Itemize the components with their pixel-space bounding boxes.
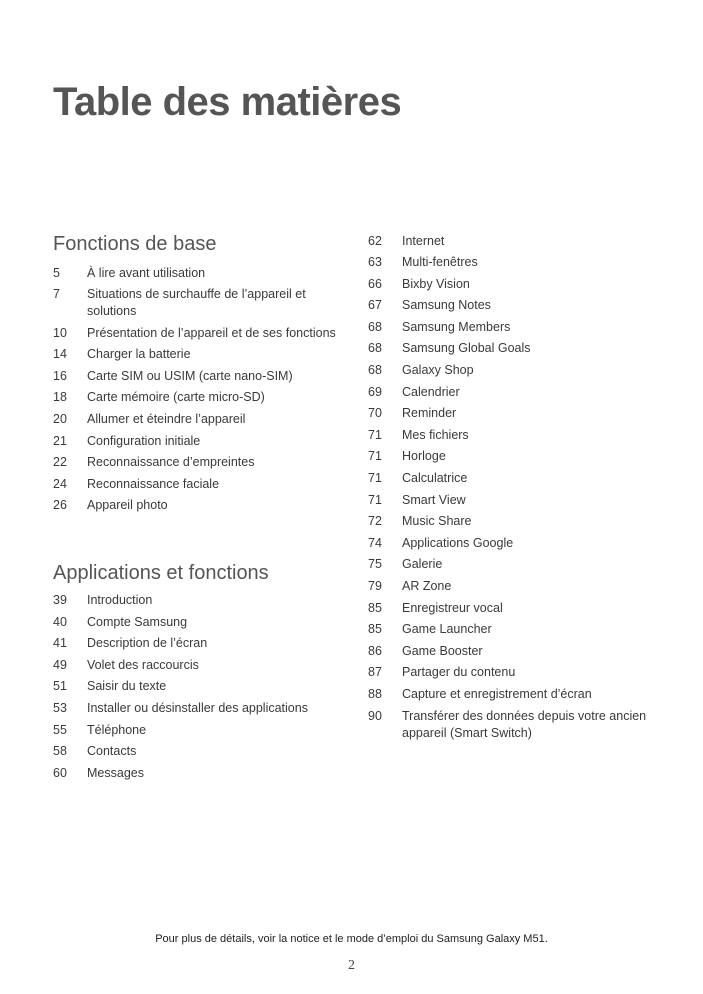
toc-entry[interactable]	[368, 578, 658, 595]
toc-entry-title: AR Zone	[402, 579, 452, 593]
toc-entry-title: Game Launcher	[402, 622, 492, 637]
section-heading-fonctions-de-base: Fonctions de base	[53, 233, 217, 255]
toc-entry-title: Reconnaissance faciale	[87, 476, 220, 491]
toc-page-number: 85	[368, 622, 382, 637]
toc-page-number: 72	[368, 514, 382, 529]
toc-page-number: 53	[53, 700, 67, 715]
toc-entry-title: Bixby Vision	[402, 276, 470, 291]
toc-entry[interactable]	[368, 513, 658, 530]
toc-entry[interactable]	[53, 497, 343, 514]
toc-page-number: 79	[368, 579, 382, 593]
toc-entry[interactable]	[368, 470, 658, 487]
toc-entry[interactable]	[53, 722, 343, 739]
toc-entry-title: Music Share	[402, 514, 472, 529]
toc-page-number: 70	[368, 406, 382, 421]
toc-entry-title: Internet	[402, 233, 445, 248]
toc-page-number: 62	[368, 233, 382, 248]
toc-page-number: 40	[53, 614, 67, 629]
toc-entry[interactable]	[368, 319, 658, 336]
toc-list-applications-et-fonctions	[53, 592, 343, 782]
toc-entry[interactable]	[53, 325, 343, 342]
toc-entry[interactable]	[53, 411, 343, 428]
toc-entry[interactable]	[368, 233, 658, 250]
toc-page-number: 39	[53, 593, 67, 607]
toc-entry-title: Galerie	[402, 557, 443, 572]
toc-page-number: 74	[368, 535, 382, 550]
toc-entry-title: Horloge	[402, 449, 446, 464]
toc-entry[interactable]	[368, 664, 658, 681]
toc-entry[interactable]	[53, 389, 343, 406]
toc-page-number: 49	[53, 657, 67, 672]
toc-entry-title: Calculatrice	[402, 471, 468, 486]
toc-page-number: 58	[53, 744, 67, 759]
toc-page-number: 67	[368, 298, 382, 313]
toc-entry-title: Appareil photo	[87, 498, 168, 513]
toc-entry-title: Présentation de l’appareil et de ses fonctions	[87, 325, 336, 340]
toc-entry[interactable]	[368, 405, 658, 422]
toc-entry[interactable]	[368, 708, 658, 742]
toc-entry-title: Messages	[87, 765, 144, 780]
toc-entry-title: Reconnaissance d’empreintes	[87, 455, 255, 470]
toc-page-number: 66	[368, 276, 382, 291]
toc-entry-title: À lire avant utilisation	[87, 265, 206, 280]
toc-page-number: 51	[53, 679, 67, 694]
toc-entry-title: Galaxy Shop	[402, 363, 474, 378]
toc-page-number: 68	[368, 319, 382, 334]
toc-page-number: 5	[53, 265, 60, 280]
toc-page-number: 69	[368, 384, 382, 399]
toc-page-number: 24	[53, 476, 67, 491]
toc-entry-title: Samsung Global Goals	[402, 341, 531, 356]
toc-entry[interactable]	[368, 276, 658, 293]
toc-entry[interactable]	[368, 340, 658, 357]
toc-page-number: 71	[368, 427, 382, 442]
toc-entry[interactable]	[53, 657, 343, 674]
page-number: 2	[348, 958, 355, 973]
toc-entry-title: Carte mémoire (carte micro-SD)	[87, 390, 265, 405]
toc-page-number: 55	[53, 722, 67, 737]
toc-entry-title: Allumer et éteindre l’appareil	[87, 412, 246, 427]
toc-page-number: 16	[53, 368, 67, 383]
toc-page-number: 68	[368, 341, 382, 356]
toc-page-number: 7	[53, 287, 60, 302]
toc-page-number: 90	[368, 708, 382, 723]
toc-page-number: 60	[53, 765, 67, 780]
toc-entry[interactable]	[53, 286, 343, 320]
toc-page-number: 86	[368, 643, 382, 658]
toc-entry[interactable]	[368, 492, 658, 509]
toc-page-number: 88	[368, 686, 382, 701]
toc-page-number: 75	[368, 557, 382, 572]
section-heading-applications-et-fonctions: Applications et fonctions	[53, 562, 269, 584]
toc-page-number: 41	[53, 636, 67, 651]
toc-entry-title: Capture et enregistrement d’écran	[402, 686, 592, 701]
toc-entry[interactable]	[53, 476, 343, 493]
toc-entry-title: Compte Samsung	[87, 614, 188, 629]
toc-list-right-column	[368, 233, 658, 742]
toc-entry[interactable]	[368, 686, 658, 703]
toc-entry[interactable]	[368, 427, 658, 444]
toc-page-number: 63	[368, 255, 382, 270]
toc-entry-title: Partager du contenu	[402, 665, 516, 680]
toc-entry[interactable]	[368, 448, 658, 465]
toc-entry-title: Smart View	[402, 492, 466, 507]
toc-entry-title: Samsung Notes	[402, 298, 491, 313]
toc-entry[interactable]	[53, 743, 343, 760]
toc-entry[interactable]	[53, 433, 343, 450]
toc-entry-title: Reminder	[402, 406, 457, 421]
toc-page-number: 87	[368, 665, 382, 680]
toc-entry-title: Charger la batterie	[87, 347, 191, 362]
toc-entry-title: Saisir du texte	[87, 679, 167, 694]
toc-entry[interactable]	[53, 265, 343, 282]
toc-entry[interactable]	[53, 614, 343, 631]
toc-page-number: 71	[368, 492, 382, 507]
toc-entry[interactable]	[53, 765, 343, 782]
toc-entry-title: Calendrier	[402, 384, 460, 399]
toc-entry[interactable]	[53, 454, 343, 471]
toc-page-number: 21	[53, 433, 67, 448]
toc-page-number: 85	[368, 600, 382, 615]
toc-entry-title: Téléphone	[87, 722, 147, 737]
toc-page-number: 10	[53, 325, 67, 340]
toc-entry-title: Game Booster	[402, 643, 483, 658]
toc-page-number: 20	[53, 412, 67, 427]
toc-entry[interactable]	[368, 643, 658, 660]
toc-entry-title: Volet des raccourcis	[87, 657, 199, 672]
footer-note: Pour plus de détails, voir la notice et le mode d’emploi du Samsung Galaxy M51.	[155, 933, 548, 945]
toc-entry-title: Situations de surchauffe de l’appareil et solutions	[87, 287, 306, 319]
toc-entry-title: Configuration initiale	[87, 433, 201, 448]
toc-entry[interactable]	[53, 700, 343, 717]
toc-entry[interactable]	[53, 678, 343, 695]
toc-entry[interactable]	[53, 346, 343, 363]
toc-entry-title: Carte SIM ou USIM (carte nano-SIM)	[87, 368, 293, 383]
toc-entry[interactable]	[368, 297, 658, 314]
toc-page-number: 26	[53, 498, 67, 513]
toc-entry[interactable]	[53, 635, 343, 652]
toc-entry[interactable]	[368, 621, 658, 638]
toc-entry-title: Multi-fenêtres	[402, 255, 478, 270]
toc-entry-title: Applications Google	[402, 535, 514, 550]
toc-page-number: 14	[53, 347, 67, 362]
toc-entry-title: Description de l’écran	[87, 636, 208, 651]
toc-list-fonctions-de-base	[53, 265, 343, 515]
toc-page-number: 22	[53, 455, 67, 470]
toc-entry-title: Mes fichiers	[402, 427, 469, 442]
toc-page-number: 71	[368, 449, 382, 464]
toc-entry[interactable]	[368, 384, 658, 401]
toc-entry[interactable]	[368, 254, 658, 271]
toc-page-number: 68	[368, 363, 382, 378]
toc-entry[interactable]	[53, 592, 343, 609]
toc-entry-title: Introduction	[87, 593, 153, 607]
toc-entry-title: Transférer des données depuis votre ancien appareil (Smart Switch)	[402, 708, 647, 740]
toc-entry-title: Samsung Members	[402, 319, 511, 334]
toc-entry[interactable]	[368, 600, 658, 617]
toc-entry[interactable]	[368, 556, 658, 573]
page-title: Table des matières	[53, 80, 402, 124]
toc-entry-title: Installer ou désinstaller des applications	[87, 700, 308, 715]
toc-page-number: 18	[53, 390, 67, 405]
toc-entry[interactable]	[368, 362, 658, 379]
toc-page-number: 71	[368, 471, 382, 486]
toc-entry[interactable]	[53, 368, 343, 385]
toc-entry[interactable]	[368, 535, 658, 552]
toc-entry-title: Contacts	[87, 744, 137, 759]
toc-entry-title: Enregistreur vocal	[402, 600, 503, 615]
